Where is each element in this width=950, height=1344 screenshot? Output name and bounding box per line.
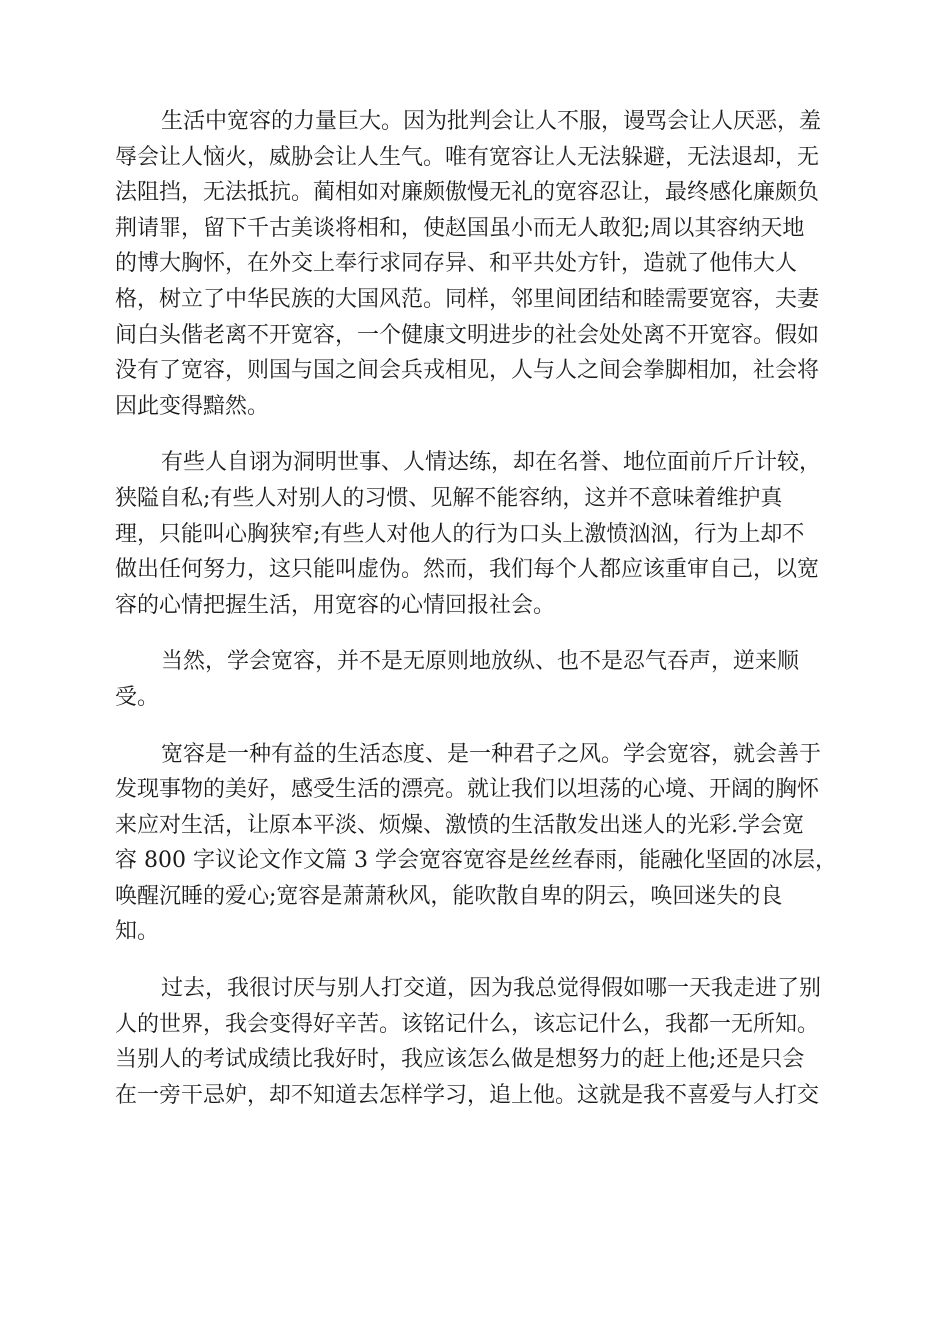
- paragraph-3: [115, 644, 835, 715]
- text-line: 来应对生活，让原本平淡、烦燥、激愤的生活散发出迷人的光彩.学会宽: [115, 812, 804, 838]
- text-line: 的博大胸怀，在外交上奉行求同存异、和平共处方针，造就了他伟大人: [115, 251, 798, 277]
- paragraph-5: [115, 971, 835, 1113]
- paragraph-2: [115, 445, 835, 623]
- text-line: 容的心情把握生活，用宽容的心情回报社会。: [115, 592, 556, 618]
- text-line: 唤醒沉睡的爱心;宽容是萧萧秋风，能吹散自卑的阴云，唤回迷失的良: [115, 883, 783, 909]
- text-line: 因此变得黯然。: [115, 393, 270, 419]
- text-line: 法阻挡，无法抵抗。蔺相如对廉颇傲慢无礼的宽容忍让，最终感化廉颇负: [115, 180, 820, 206]
- text-line: 人的世界，我会变得好辛苦。该铭记什么，该忘记什么，我都一无所知。: [115, 1011, 820, 1037]
- text-line: 格，树立了中华民族的大国风范。同样，邻里间团结和睦需要宽容，夫妻: [115, 286, 820, 312]
- text-line: 狭隘自私;有些人对别人的习惯、见解不能容纳，这并不意味着维护真: [115, 485, 783, 511]
- text-line: 做出任何努力，这只能叫虚伪。然而，我们每个人都应该重审自己，以宽: [115, 557, 820, 583]
- text-line: 宽容是一种有益的生活态度、是一种君子之风。学会宽容，就会善于: [161, 741, 822, 767]
- paragraph-1: [115, 104, 835, 424]
- text-line: 在一旁干忌妒，却不知道去怎样学习，追上他。这就是我不喜爱与人打交: [115, 1082, 820, 1108]
- text-line: 当然，学会宽容，并不是无原则地放纵、也不是忍气吞声，逆来顺: [161, 649, 800, 675]
- text-line: 生活中宽容的力量巨大。因为批判会让人不服，谩骂会让人厌恶，羞: [161, 109, 822, 134]
- text-line: 知。: [115, 919, 160, 945]
- text-line: 辱会让人恼火，威胁会让人生气。唯有宽容让人无法躲避，无法退却，无: [115, 144, 820, 170]
- document-page: [115, 104, 835, 1134]
- text-line: 受。: [115, 684, 160, 710]
- paragraph-4: [115, 737, 835, 951]
- text-line: 没有了宽容，则国与国之间会兵戎相见，人与人之间会拳脚相加，社会将: [115, 358, 820, 384]
- text-line: 当别人的考试成绩比我好时，我应该怎么做是想努力的赶上他;还是只会: [115, 1047, 805, 1073]
- text-line: 理，只能叫心胸狭窄;有些人对他人的行为口头上激愤汹汹，行为上却不: [115, 521, 805, 547]
- text-line: 荆请罪，留下千古美谈将相和，使赵国虽小而无人敢犯;周以其容纳天地: [115, 215, 805, 241]
- text-line: 发现事物的美好，感受生活的漂亮。就让我们以坦荡的心境、开阔的胸怀: [115, 777, 820, 803]
- text-line: 过去，我很讨厌与别人打交道，因为我总觉得假如哪一天我走进了别: [161, 976, 822, 1002]
- text-line: 容 800 字议论文作文篇 3 学会宽容宽容是丝丝春雨，能融化坚固的冰层，: [115, 848, 837, 874]
- text-line: 有些人自诩为洞明世事、人情达练，却在名誉、地位面前斤斤计较，: [161, 450, 822, 476]
- text-line: 间白头偕老离不开宽容，一个健康文明进步的社会处处离不开宽容。假如: [115, 322, 820, 348]
